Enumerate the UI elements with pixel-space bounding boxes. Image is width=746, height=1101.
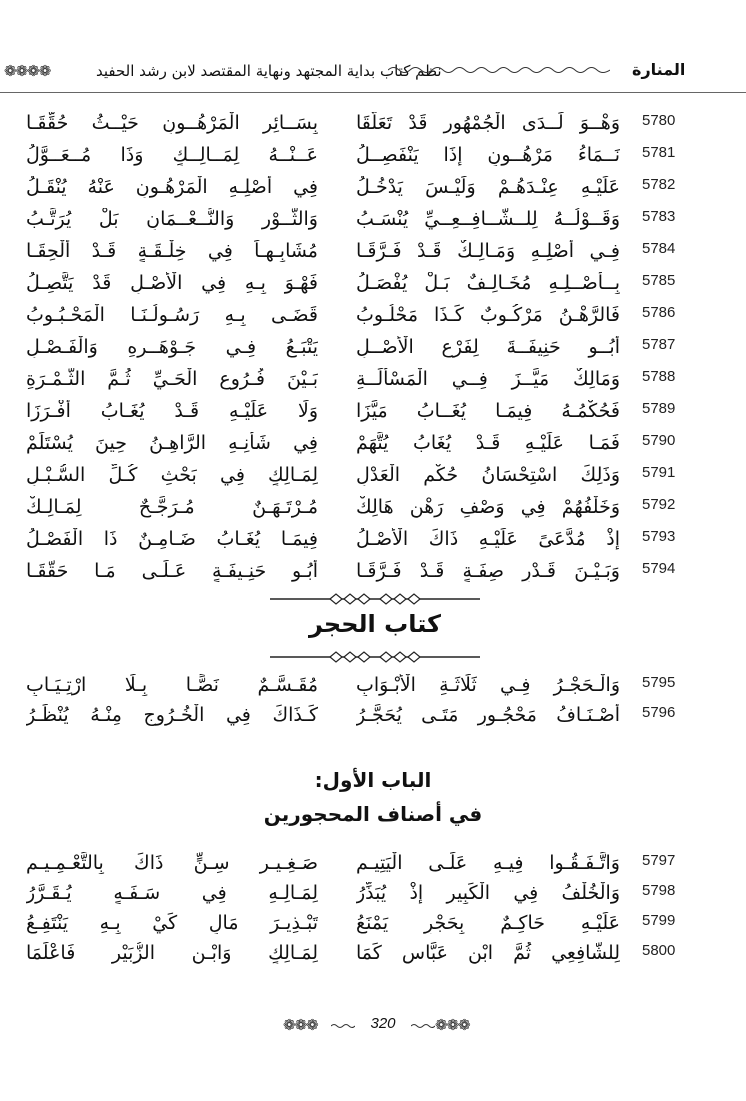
verse-second-hemistich: صَـغِـيـرِ سِـنٍّ ذَاكَ بِالتَّعْـمِـيـمِ bbox=[26, 852, 318, 874]
verse-row bbox=[0, 112, 746, 144]
verse-second-hemistich: كَـذَاكَ فِي الْخُـرُوجِ مِنْـهُ يُنْظَـرُ bbox=[26, 704, 318, 726]
verse-second-hemistich: فِي أَصْلِـهِ الْمَرْهُـونِ عَنْهُ يُنْقَـلُ bbox=[26, 176, 318, 198]
page-header bbox=[0, 52, 746, 92]
verse-first-hemistich: وَخَلْفُهُمْ فِي وَصْفِ رَهْنٍ هَالِكْ bbox=[356, 496, 620, 518]
verse-row bbox=[0, 528, 746, 560]
verse-second-hemistich: مُشَابِـهـاً فِي خِلْـقَـةٍ قَـدْ أُلْحِقَـا bbox=[26, 240, 318, 262]
verse-number: 5795 bbox=[642, 674, 676, 691]
section-subtitle: في أصناف المحجورين bbox=[263, 802, 483, 826]
verse-number: 5791 bbox=[642, 464, 676, 481]
verse-first-hemistich: وَهْــوَ لَــدَى الْجُمْهُورِ قَدْ تَعَلَّقَا bbox=[356, 112, 620, 134]
verse-second-hemistich: مُقَـسَّـمٌ نَصًّـا بِـلَا ارْتِـيَـابِ bbox=[26, 674, 318, 696]
verse-second-hemistich: تَبْـذِيـرَ مَالٍ كَيْ بِـهِ يَنْتَفِـعُ bbox=[26, 912, 318, 934]
verse-first-hemistich: وَقَــوْلُــهُ لِلــشَّــافِــعِــيِّ يُنْسَـبُ bbox=[356, 208, 620, 230]
verse-first-hemistich: فَحُكْمُـهُ فِيمَـا يُغَــابُ مَيَّزَا bbox=[356, 400, 620, 422]
verse-row bbox=[0, 304, 746, 336]
verse-number: 5797 bbox=[642, 852, 676, 869]
verse-second-hemistich: لِمَـالِـهِ فِي سَـفَـهٍ يُـقَـرَّرُ bbox=[26, 882, 318, 904]
verse-row bbox=[0, 852, 746, 884]
verse-number: 5786 bbox=[642, 304, 676, 321]
verse-row bbox=[0, 704, 746, 736]
verse-row bbox=[0, 560, 746, 592]
verse-first-hemistich: وَالْخُلْفُ فِي الْكَبِيرِ إِذْ يُبَذِّرُ bbox=[356, 882, 620, 904]
verse-first-hemistich: فَالرَّهْـنُ مَرْكُـوبٌ كَـذَا مَحْلُـوبُ bbox=[356, 304, 620, 326]
verse-first-hemistich: فَمَـا عَلَيْـهِ قَـدْ يُغَابُ يُتَّهَمْ bbox=[356, 432, 620, 454]
verse-row bbox=[0, 496, 746, 528]
verse-second-hemistich: بَـيْنَ فُـرُوعِ الْحَـيِّ ثُـمَّ الثَّـمْـرَةِ bbox=[26, 368, 318, 390]
verse-first-hemistich: عَلَيْـهِ عِنْـدَهُـمْ وَلَيْـسَ يَدْخُـلُ bbox=[356, 176, 620, 198]
verse-first-hemistich: نَــمَاءُ مَرْهُــونٍ إِذَا يَنْفَصِــلُ bbox=[356, 144, 620, 166]
section-label: الباب الأول: bbox=[314, 768, 432, 792]
verse-row bbox=[0, 368, 746, 400]
verse-row bbox=[0, 240, 746, 272]
verse-number: 5788 bbox=[642, 368, 676, 385]
verse-number: 5789 bbox=[642, 400, 676, 417]
chapter-title-band bbox=[270, 592, 480, 668]
page-number: 320 bbox=[370, 1015, 396, 1032]
verse-row bbox=[0, 144, 746, 176]
verse-second-hemistich: عَــنْــهُ لِمَــالِــكٍ وَذَا مُــعَــوَّلُ bbox=[26, 144, 318, 166]
verse-first-hemistich: وَالْـحَجْـرُ فِـي ثَلَاثَـةِ الْأَبْـوَابِ bbox=[356, 674, 620, 696]
verse-second-hemistich: مُـرْتَـهَـنٌ مُـرَجَّـحٌ لِمَـالِـكْ bbox=[26, 496, 318, 518]
verse-second-hemistich: قَضَـى بِـهِ رَسُـولُـنَـا الْمَحْـبُـوبُ bbox=[26, 304, 318, 326]
verse-number: 5782 bbox=[642, 176, 676, 193]
verse-second-hemistich: فِي شَأْنِـهِ الرَّاهِـنُ حِينَ يُسْتَلَمْ bbox=[26, 432, 318, 454]
verse-row bbox=[0, 942, 746, 974]
verse-second-hemistich: فَهْـوَ بِـهِ فِي الْأَصْـلِ قَدْ يَتَّصِـلُ bbox=[26, 272, 318, 294]
verse-first-hemistich: وَبَـيْـنَ قَـدْرٍ صِفَـةٍ قَـدْ فَـرَّقَـا bbox=[356, 560, 620, 582]
verse-row bbox=[0, 432, 746, 464]
verse-first-hemistich: وَذَلِكَ اسْتِحْسَانُ حُكْمِ الْعَدْلِ bbox=[356, 464, 620, 486]
header-book-title: نظم كتاب بداية المجتهد ونهاية المقتصد لابن رشد الحفيد bbox=[96, 62, 442, 80]
verse-row bbox=[0, 400, 746, 432]
verse-second-hemistich: يَتْبَـعُ فِـي جَـوْهَــرِهِ وَالْفَـصْـلِ bbox=[26, 336, 318, 358]
verse-row bbox=[0, 882, 746, 914]
verse-first-hemistich: بِــأَصْــلِـهِ مُخَـالِـفٌ بَـلْ يُفْصَـلُ bbox=[356, 272, 620, 294]
verse-row bbox=[0, 272, 746, 304]
verse-row bbox=[0, 674, 746, 706]
verse-second-hemistich: وَالثَّــوْرِ وَالنُّــعْــمَانِ بَلْ يُرَتَّـبُ bbox=[26, 208, 318, 230]
header-site-name: المنارة bbox=[632, 60, 686, 79]
verse-number: 5781 bbox=[642, 144, 676, 161]
verse-number: 5784 bbox=[642, 240, 676, 257]
verse-first-hemistich: أَبُــو حَنِيفَــةَ لِفَرْعِ الْأَصْــلِ bbox=[356, 336, 620, 358]
verse-number: 5787 bbox=[642, 336, 676, 353]
verse-first-hemistich: أَصْـنَـافُ مَحْجُـورٍ مَتَـى يُحَجَّـرُ bbox=[356, 704, 620, 726]
verse-second-hemistich: بِسَــائِرِ الْمَرْهُــونِ حَيْــثُ حُقِّقَـا bbox=[26, 112, 318, 134]
verse-number: 5796 bbox=[642, 704, 676, 721]
verse-second-hemistich: وَلَا عَلَيْـهِ قَـدْ يُغَـابُ أَفْـرَزَا bbox=[26, 400, 318, 422]
header-divider bbox=[0, 92, 746, 93]
footer-page-marker bbox=[283, 1014, 483, 1038]
chapter-title: كتاب الحجر bbox=[309, 610, 441, 638]
verse-second-hemistich: لِمَـالِكٍ وَابْـنِ الزُّبَيْرِ فَاعْلَمَا bbox=[26, 942, 318, 964]
verse-second-hemistich: لِمَـالِكٍ فِي بَحْثِ كُـلِّ السُّـبْـلِ bbox=[26, 464, 318, 486]
verse-number: 5799 bbox=[642, 912, 676, 929]
header-wave-ornament bbox=[388, 60, 610, 80]
verse-first-hemistich: عَلَيْـهِ حَاكِـمٌ بِحَجْرٍ يَمْنَعُ bbox=[356, 912, 620, 934]
footer-wave-right bbox=[411, 1023, 435, 1029]
verse-first-hemistich: وَاتَّـفَـقُـوا فِيـهِ عَلَـى الْيَتِيـمِ bbox=[356, 852, 620, 874]
verse-number: 5798 bbox=[642, 882, 676, 899]
verse-first-hemistich: وَمَالِكٌ مَيَّــزَ فِــي الْمَسْأَلَــةِ bbox=[356, 368, 620, 390]
verse-row bbox=[0, 176, 746, 208]
verse-number: 5794 bbox=[642, 560, 676, 577]
verse-first-hemistich: فِـي أَصْلِـهِ وَمَـالِـكٌ قَـدْ فَـرَّقَـا bbox=[356, 240, 620, 262]
verse-first-hemistich: لِلشَّافِعِي ثُمَّ ابْنِ عَبَّاسٍ كَمَا bbox=[356, 942, 620, 964]
verse-number: 5783 bbox=[642, 208, 676, 225]
verse-first-hemistich: إِذْ مُدَّعَىً عَلَيْـهِ ذَاكَ الْأَصْـلُ bbox=[356, 528, 620, 550]
chapter-ornament-top bbox=[270, 592, 480, 606]
verse-number: 5792 bbox=[642, 496, 676, 513]
footer-wave-left bbox=[331, 1023, 355, 1029]
verse-number: 5790 bbox=[642, 432, 676, 449]
chapter-ornament-bottom bbox=[270, 650, 480, 664]
verse-row bbox=[0, 912, 746, 944]
verse-second-hemistich: فِيمَـا يُغَـابُ ضَـامِـنٌ ذَا الْفَصْـلُ bbox=[26, 528, 318, 550]
footer-ornament-right: ❁❁❁ bbox=[435, 1016, 470, 1034]
verse-number: 5800 bbox=[642, 942, 676, 959]
verse-second-hemistich: أَبُـو حَنِـيفَـةٍ عَـلَـى مَـا حَقَّقَـا bbox=[26, 560, 318, 582]
verse-row bbox=[0, 336, 746, 368]
header-ornament: ❁❁❁❁ bbox=[4, 62, 51, 80]
footer-ornament-left: ❁❁❁ bbox=[283, 1016, 318, 1034]
verse-number: 5785 bbox=[642, 272, 676, 289]
page-footer bbox=[0, 1014, 746, 1038]
verse-number: 5780 bbox=[642, 112, 676, 129]
verse-number: 5793 bbox=[642, 528, 676, 545]
verse-row bbox=[0, 208, 746, 240]
verse-row bbox=[0, 464, 746, 496]
